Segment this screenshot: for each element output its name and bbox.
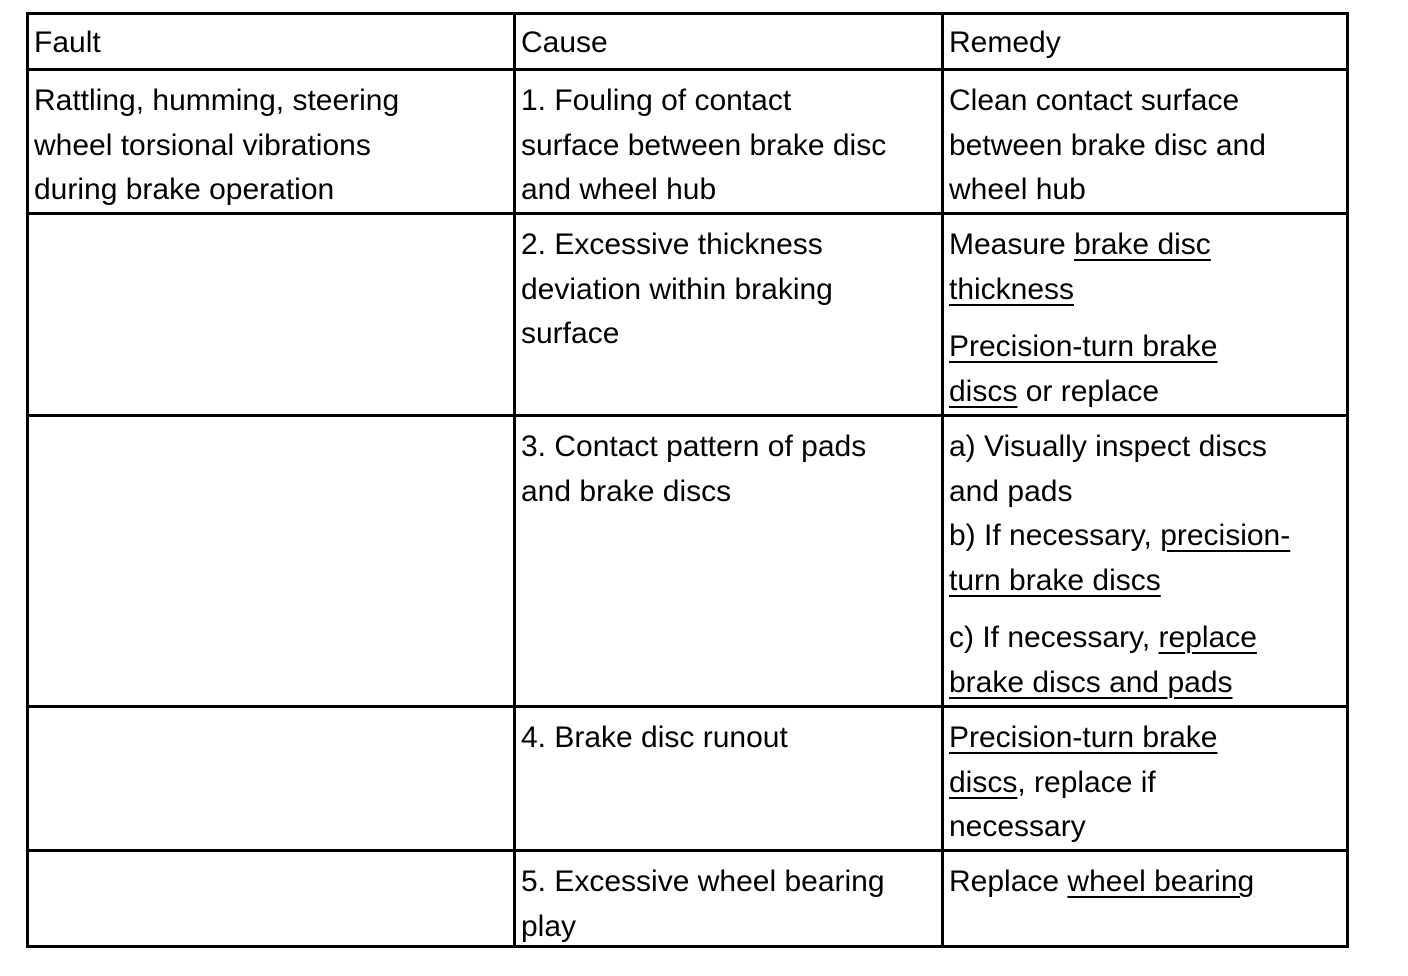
- cause-cell: [516, 215, 944, 414]
- remedy-cell: [944, 417, 1346, 705]
- table-row: [29, 215, 1346, 417]
- cause-line: 4. Brake disc runout: [521, 721, 788, 754]
- cause-line: deviation within braking: [521, 272, 833, 306]
- cause-cell: [516, 852, 944, 945]
- remedy-line: [949, 370, 1346, 415]
- precision-turn-brake-discs-link[interactable]: precision-: [1160, 519, 1291, 552]
- remedy-cell: [944, 215, 1346, 414]
- remedy-line: [949, 223, 1346, 268]
- remedy-line: [949, 268, 1346, 313]
- remedy-line: between brake disc and: [949, 128, 1266, 162]
- remedy-line: [949, 716, 1346, 761]
- cause-cell: [516, 708, 944, 849]
- remedy-cell: [944, 852, 1346, 945]
- remedy-line: [949, 661, 1346, 706]
- remedy-line: and pads: [949, 474, 1073, 508]
- cause-line: 5. Excessive wheel bearing: [521, 865, 885, 898]
- remedy-text: , replace if: [1017, 765, 1156, 799]
- table-row: [29, 417, 1346, 708]
- header-fault: Fault: [29, 15, 516, 68]
- cause-line: and brake discs: [521, 474, 732, 508]
- remedy-line: [949, 761, 1346, 806]
- precision-turn-brake-discs-link[interactable]: Precision-turn brake: [949, 330, 1218, 363]
- fault-cell: [29, 417, 516, 705]
- remedy-text: Measure: [949, 228, 1075, 261]
- header-cause: Cause: [516, 15, 944, 68]
- remedy-line: necessary: [949, 810, 1086, 843]
- cause-line: surface: [521, 317, 620, 350]
- remedy-line: [949, 325, 1346, 370]
- precision-turn-brake-discs-link[interactable]: Precision-turn brake: [949, 721, 1218, 754]
- header-remedy: Remedy: [949, 26, 1061, 59]
- remedy-cell: [944, 708, 1346, 849]
- precision-turn-brake-discs-link[interactable]: discs: [949, 374, 1018, 408]
- cause-line: 3. Contact pattern of pads: [521, 430, 867, 463]
- header-row: [29, 15, 1346, 71]
- remedy-text: c) If necessary,: [949, 621, 1159, 654]
- remedy-line: [949, 559, 1346, 604]
- remedy-line: [949, 514, 1346, 559]
- table-row: [29, 708, 1346, 852]
- remedy-line: Clean contact surface: [949, 84, 1240, 117]
- remedy-text: Replace: [949, 865, 1068, 898]
- fault-cell: [29, 852, 516, 945]
- cause-line: play: [521, 909, 577, 943]
- fault-line: Rattling, humming, steering: [34, 84, 400, 117]
- cause-line: and wheel hub: [521, 173, 717, 206]
- wheel-bearing-link[interactable]: wheel bearing: [1067, 865, 1255, 898]
- remedy-line: a) Visually inspect discs: [949, 430, 1267, 463]
- fault-line: wheel torsional vibrations: [34, 128, 371, 162]
- precision-turn-brake-discs-link[interactable]: discs: [949, 765, 1018, 799]
- brake-disc-thickness-link[interactable]: thickness: [949, 272, 1075, 306]
- cause-line: surface between brake disc: [521, 128, 887, 162]
- troubleshooting-table: [26, 12, 1349, 948]
- replace-brake-discs-and-pads-link[interactable]: brake discs and pads: [949, 665, 1233, 699]
- precision-turn-brake-discs-link[interactable]: turn brake discs: [949, 563, 1161, 597]
- cause-cell: [516, 417, 944, 705]
- remedy-cell: [944, 71, 1346, 212]
- brake-disc-thickness-link[interactable]: brake disc: [1074, 228, 1211, 261]
- table-row: [29, 71, 1346, 215]
- cause-line: 1. Fouling of contact: [521, 84, 792, 117]
- table-row: [29, 852, 1346, 945]
- fault-cell: [29, 71, 516, 212]
- remedy-text: b) If necessary,: [949, 519, 1161, 552]
- remedy-text: or replace: [1017, 374, 1160, 408]
- cause-line: 2. Excessive thickness: [521, 228, 823, 261]
- remedy-line: [949, 860, 1346, 905]
- fault-cell: [29, 708, 516, 849]
- replace-brake-discs-and-pads-link[interactable]: replace: [1158, 621, 1257, 654]
- remedy-line: wheel hub: [949, 173, 1086, 206]
- cause-cell: [516, 71, 944, 212]
- fault-line: during brake operation: [34, 173, 335, 206]
- fault-cell: [29, 215, 516, 414]
- remedy-line: [949, 616, 1346, 661]
